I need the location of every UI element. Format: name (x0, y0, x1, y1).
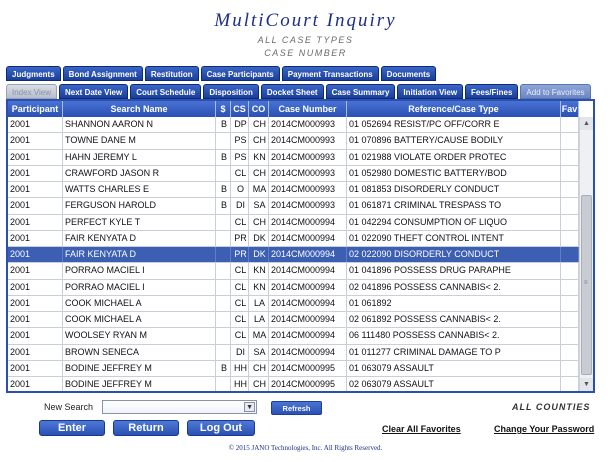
new-search-label: New Search (44, 402, 94, 412)
cell-co: CH (249, 361, 269, 376)
cell-bond (216, 231, 231, 246)
cell-bond (216, 263, 231, 278)
cell-search-name: BODINE JEFFREY M (63, 377, 216, 392)
cell-reference: 01 081853 DISORDERLY CONDUCT (347, 182, 561, 197)
cell-fav[interactable] (561, 215, 579, 230)
cell-co: KN (249, 280, 269, 295)
column-header-case-number[interactable]: Case Number (269, 101, 347, 117)
cell-co: LA (249, 296, 269, 311)
cell-case-number: 2014CM000993 (269, 182, 347, 197)
cell-case-number: 2014CM000993 (269, 133, 347, 148)
cell-fav[interactable] (561, 361, 579, 376)
cell-cs: CL (231, 280, 249, 295)
cell-reference: 01 041896 POSSESS DRUG PARAPHE (347, 263, 561, 278)
cell-case-number: 2014CM000994 (269, 247, 347, 262)
cell-reference: 01 052980 DOMESTIC BATTERY/BOD (347, 166, 561, 181)
cell-fav[interactable] (561, 182, 579, 197)
table-row[interactable] (8, 328, 579, 344)
cell-case-number: 2014CM000994 (269, 312, 347, 327)
cell-fav[interactable] (561, 166, 579, 181)
cell-bond: B (216, 361, 231, 376)
enter-button[interactable]: Enter (39, 420, 105, 436)
logout-button[interactable]: Log Out (187, 420, 255, 436)
cell-search-name: FAIR KENYATA D (63, 247, 216, 262)
cell-co: SA (249, 345, 269, 360)
cell-bond: B (216, 182, 231, 197)
cell-bond (216, 328, 231, 343)
tab-case-summary[interactable]: Case Summary (326, 84, 396, 99)
tab-case-participants[interactable]: Case Participants (201, 66, 280, 81)
cell-case-number: 2014CM000993 (269, 198, 347, 213)
cell-co: CH (249, 377, 269, 392)
cell-case-number: 2014CM000993 (269, 150, 347, 165)
grid-header (8, 101, 579, 117)
cell-fav[interactable] (561, 231, 579, 246)
cell-case-number: 2014CM000993 (269, 117, 347, 132)
tab-judgments[interactable]: Judgments (6, 66, 61, 81)
cell-fav[interactable] (561, 117, 579, 132)
cell-cs: CL (231, 263, 249, 278)
cell-reference: 01 022090 THEFT CONTROL INTENT (347, 231, 561, 246)
cell-participant: 2001 (8, 377, 63, 392)
tab-index-view[interactable]: Index View (6, 84, 57, 99)
results-grid (6, 99, 595, 393)
cell-reference: 02 063079 ASSAULT (347, 377, 561, 392)
cell-fav[interactable] (561, 247, 579, 262)
cell-participant: 2001 (8, 296, 63, 311)
cell-participant: 2001 (8, 117, 63, 132)
tab-documents[interactable]: Documents (381, 66, 437, 81)
table-row[interactable] (8, 182, 579, 198)
cell-bond (216, 280, 231, 295)
cell-case-number: 2014CM000995 (269, 361, 347, 376)
cell-fav[interactable] (561, 377, 579, 392)
column-header-participant[interactable]: Participant (8, 101, 63, 117)
table-row[interactable] (8, 247, 579, 263)
cell-case-number: 2014CM000994 (269, 215, 347, 230)
search-type-subtitle: CASE NUMBER (264, 48, 347, 58)
cell-search-name: FAIR KENYATA D (63, 231, 216, 246)
cell-bond: B (216, 198, 231, 213)
cell-cs: HH (231, 377, 249, 392)
cell-fav[interactable] (561, 150, 579, 165)
table-row[interactable] (8, 231, 579, 247)
cell-bond (216, 215, 231, 230)
scroll-thumb[interactable] (581, 195, 592, 375)
cell-reference: 01 070896 BATTERY/CAUSE BODILY (347, 133, 561, 148)
cell-search-name: PORRAO MACIEL I (63, 263, 216, 278)
cell-participant: 2001 (8, 312, 63, 327)
cell-co: MA (249, 328, 269, 343)
cell-co: CH (249, 215, 269, 230)
tab-next-date-view[interactable]: Next Date View (59, 84, 128, 99)
cell-cs: PR (231, 231, 249, 246)
tab-fees-fines[interactable]: Fees/Fines (465, 84, 518, 99)
table-row[interactable] (8, 117, 579, 133)
table-row[interactable] (8, 215, 579, 231)
cell-cs: CL (231, 296, 249, 311)
cell-co: CH (249, 117, 269, 132)
table-row[interactable] (8, 280, 579, 296)
change-password-link[interactable]: Change Your Password (494, 424, 595, 434)
cell-fav[interactable] (561, 345, 579, 360)
cell-search-name: HAHN JEREMY L (63, 150, 216, 165)
cell-search-name: TOWNE DANE M (63, 133, 216, 148)
grid-body (8, 117, 579, 393)
table-row[interactable] (8, 296, 579, 312)
cell-bond (216, 312, 231, 327)
cell-reference: 02 022090 DISORDERLY CONDUCT (347, 247, 561, 262)
cell-cs: DI (231, 198, 249, 213)
cell-co: SA (249, 198, 269, 213)
cell-co: LA (249, 312, 269, 327)
cell-fav[interactable] (561, 312, 579, 327)
cell-reference: 01 061892 (347, 296, 561, 311)
cell-cs: CL (231, 166, 249, 181)
cell-cs: CL (231, 215, 249, 230)
cell-cs: CL (231, 328, 249, 343)
cell-reference: 01 052694 RESIST/PC OFF/CORR E (347, 117, 561, 132)
cell-bond: B (216, 150, 231, 165)
tabs-row-bottom (6, 84, 591, 99)
cell-fav[interactable] (561, 280, 579, 295)
cell-case-number: 2014CM000994 (269, 345, 347, 360)
cell-participant: 2001 (8, 280, 63, 295)
clear-favorites-link[interactable]: Clear All Favorites (382, 424, 461, 434)
chevron-down-icon[interactable]: ▼ (244, 402, 255, 412)
page-title: MultiCourt Inquiry (214, 10, 397, 31)
cell-case-number: 2014CM000995 (269, 377, 347, 392)
cell-search-name: WOOLSEY RYAN M (63, 328, 216, 343)
cell-search-name: BROWN SENECA (63, 345, 216, 360)
tab-initiation-view[interactable]: Initiation View (397, 84, 463, 99)
column-header-fav[interactable]: Fav (561, 101, 579, 117)
table-row[interactable] (8, 377, 579, 393)
cell-co: KN (249, 150, 269, 165)
tabs-row-top (6, 66, 436, 81)
cell-co: DK (249, 247, 269, 262)
cell-case-number: 2014CM000993 (269, 166, 347, 181)
cell-search-name: CRAWFORD JASON R (63, 166, 216, 181)
cell-search-name: PERFECT KYLE T (63, 215, 216, 230)
copyright: © 2015 JANO Technologies, Inc. All Rights Reserved. (228, 444, 383, 452)
cell-cs: DP (231, 117, 249, 132)
table-row[interactable] (8, 263, 579, 279)
cell-participant: 2001 (8, 361, 63, 376)
cell-fav[interactable] (561, 198, 579, 213)
cell-bond (216, 377, 231, 392)
tab-bond-assignment[interactable]: Bond Assignment (63, 66, 143, 81)
cell-search-name: SHANNON AARON N (63, 117, 216, 132)
cell-participant: 2001 (8, 133, 63, 148)
cell-reference: 02 061892 POSSESS CANNABIS< 2. (347, 312, 561, 327)
cell-bond: B (216, 117, 231, 132)
cell-case-number: 2014CM000994 (269, 263, 347, 278)
return-button[interactable]: Return (113, 420, 179, 436)
cell-cs: O (231, 182, 249, 197)
cell-cs: HH (231, 361, 249, 376)
cell-participant: 2001 (8, 150, 63, 165)
table-row[interactable] (8, 166, 579, 182)
cell-cs: PS (231, 150, 249, 165)
cell-search-name: PORRAO MACIEL I (63, 280, 216, 295)
triangle-up-icon[interactable]: ▲ (580, 117, 593, 130)
cell-fav[interactable] (561, 296, 579, 311)
table-row[interactable] (8, 198, 579, 214)
cell-case-number: 2014CM000994 (269, 328, 347, 343)
cell-fav[interactable] (561, 133, 579, 148)
cell-search-name: COOK MICHAEL A (63, 296, 216, 311)
table-row[interactable] (8, 361, 579, 377)
cell-cs: PS (231, 133, 249, 148)
cell-case-number: 2014CM000994 (269, 296, 347, 311)
cell-participant: 2001 (8, 263, 63, 278)
tab-court-schedule[interactable]: Court Schedule (130, 84, 201, 99)
cell-reference: 01 061871 CRIMINAL TRESPASS TO (347, 198, 561, 213)
cell-reference: 06 111480 POSSESS CANNABIS< 2. (347, 328, 561, 343)
cell-reference: 01 011277 CRIMINAL DAMAGE TO P (347, 345, 561, 360)
county-scope: ALL COUNTIES (512, 402, 591, 412)
cell-participant: 2001 (8, 198, 63, 213)
add-to-favorites-button[interactable]: Add to Favorites (520, 84, 590, 99)
cell-fav[interactable] (561, 263, 579, 278)
cell-reference: 01 021988 VIOLATE ORDER PROTEC (347, 150, 561, 165)
tab-restitution[interactable]: Restitution (145, 66, 199, 81)
new-search-area (44, 400, 257, 414)
cell-cs: CL (231, 312, 249, 327)
cell-participant: 2001 (8, 166, 63, 181)
cell-cs: DI (231, 345, 249, 360)
cell-bond (216, 166, 231, 181)
tab-docket-sheet[interactable]: Docket Sheet (261, 84, 324, 99)
cell-case-number: 2014CM000994 (269, 280, 347, 295)
cell-fav[interactable] (561, 328, 579, 343)
cell-co: DK (249, 231, 269, 246)
cell-bond (216, 296, 231, 311)
cell-search-name: COOK MICHAEL A (63, 312, 216, 327)
new-search-select[interactable] (102, 400, 257, 414)
cell-bond (216, 133, 231, 148)
case-type-subtitle: ALL CASE TYPES (257, 35, 354, 45)
cell-co: KN (249, 263, 269, 278)
cell-bond (216, 247, 231, 262)
cell-bond (216, 345, 231, 360)
refresh-button[interactable]: Refresh (271, 401, 322, 415)
grid-scrollbar[interactable] (579, 117, 593, 391)
table-row[interactable] (8, 345, 579, 361)
cell-cs: PR (231, 247, 249, 262)
cell-participant: 2001 (8, 328, 63, 343)
header (0, 10, 611, 58)
table-row[interactable] (8, 150, 579, 166)
cell-participant: 2001 (8, 231, 63, 246)
tab-payment-transactions[interactable]: Payment Transactions (282, 66, 379, 81)
cell-participant: 2001 (8, 215, 63, 230)
cell-reference: 01 042294 CONSUMPTION OF LIQUO (347, 215, 561, 230)
cell-search-name: WATTS CHARLES E (63, 182, 216, 197)
cell-case-number: 2014CM000994 (269, 231, 347, 246)
column-header-cs[interactable]: CS (231, 101, 249, 117)
column-header-search-name[interactable]: Search Name (63, 101, 216, 117)
cell-reference: 02 041896 POSSESS CANNABIS< 2. (347, 280, 561, 295)
tab-disposition[interactable]: Disposition (203, 84, 259, 99)
cell-participant: 2001 (8, 345, 63, 360)
column-header-reference[interactable]: Reference/Case Type (347, 101, 561, 117)
cell-participant: 2001 (8, 182, 63, 197)
cell-search-name: FERGUSON HAROLD (63, 198, 216, 213)
column-header-co[interactable]: CO (249, 101, 269, 117)
cell-search-name: BODINE JEFFREY M (63, 361, 216, 376)
cell-co: CH (249, 166, 269, 181)
column-header-bond[interactable]: $ (216, 101, 231, 117)
cell-co: CH (249, 133, 269, 148)
cell-reference: 01 063079 ASSAULT (347, 361, 561, 376)
grip-icon: ≡ (584, 280, 588, 286)
cell-participant: 2001 (8, 247, 63, 262)
table-row[interactable] (8, 133, 579, 149)
table-row[interactable] (8, 312, 579, 328)
triangle-down-icon[interactable]: ▼ (580, 378, 593, 391)
cell-co: MA (249, 182, 269, 197)
